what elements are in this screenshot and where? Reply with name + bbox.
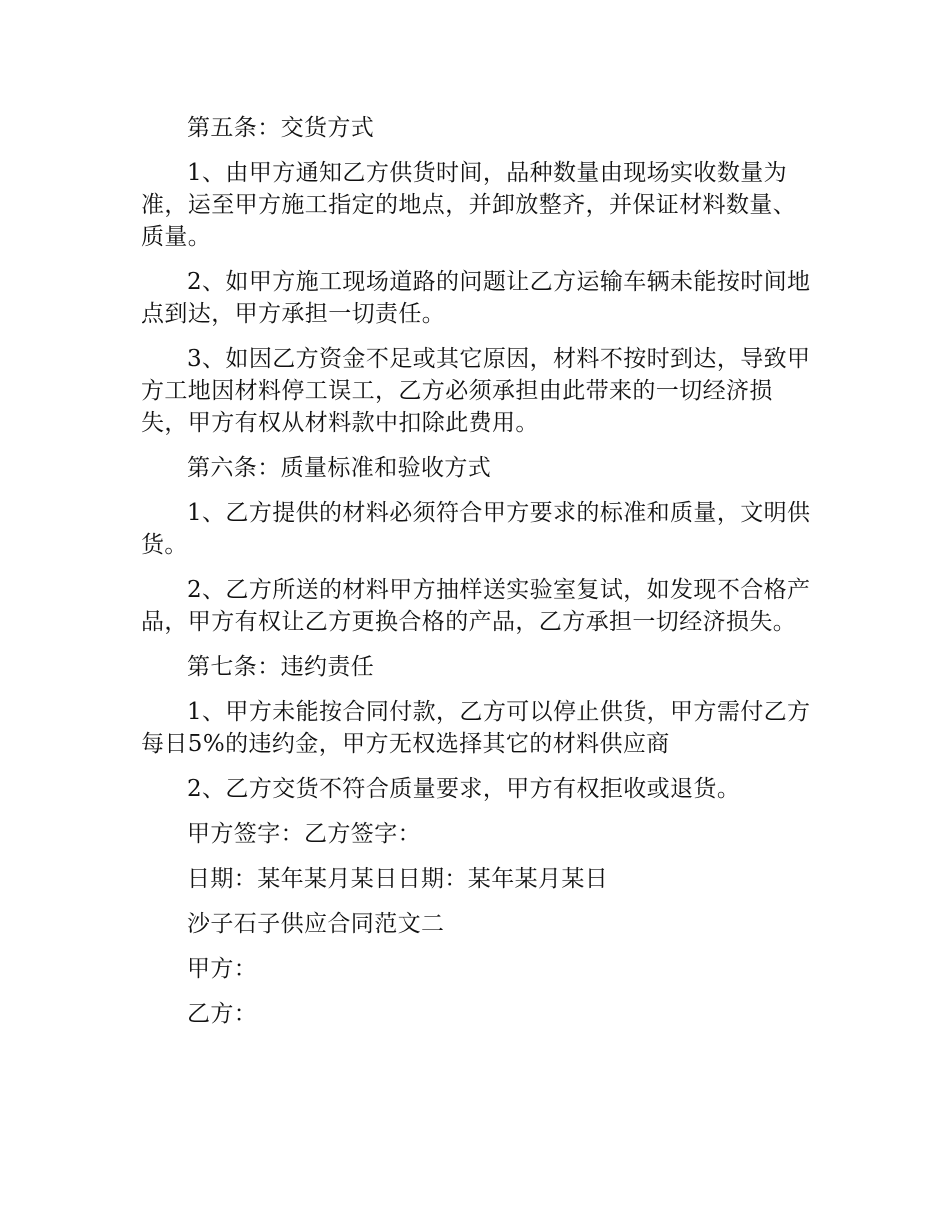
paragraph: 1、由甲方通知乙方供货时间，品种数量由现场实收数量为准，运至甲方施工指定的地点，并卸放整齐，并保证材料数量、质量。 [141, 160, 797, 250]
paragraph: 1、甲方未能按合同付款，乙方可以停止供货，甲方需付乙方每日5%的违约金，甲方无权选择其它的材料供应商 [141, 699, 811, 757]
section-heading-7: 第七条：违约责任 [187, 654, 375, 680]
party-b-line: 乙方： [187, 1001, 258, 1027]
signature-line: 甲方签字：乙方签字： [187, 821, 421, 847]
paragraph: 2、如甲方施工现场道路的问题让乙方运输车辆未能按时间地点到达，甲方承担一切责任。 [141, 269, 811, 327]
section-heading-6: 第六条：质量标准和验收方式 [187, 455, 492, 481]
paragraph: 2、乙方所送的材料甲方抽样送实验室复试，如发现不合格产品，甲方有权让乙方更换合格的产品，乙方承担一切经济损失。 [141, 577, 811, 635]
document-body [141, 112, 811, 1043]
paragraph: 1、乙方提供的材料必须符合甲方要求的标准和质量，文明供货。 [141, 500, 811, 558]
document-subtitle: 沙子石子供应合同范文二 [187, 911, 445, 937]
section-heading-5: 第五条：交货方式 [187, 115, 375, 141]
paragraph: 3、如因乙方资金不足或其它原因，材料不按时到达，导致甲方工地因材料停工误工，乙方必须承担由此带来的一切经济损失，甲方有权从材料款中扣除此费用。 [141, 346, 811, 436]
paragraph: 2、乙方交货不符合质量要求，甲方有权拒收或退货。 [187, 776, 741, 802]
party-a-line: 甲方： [187, 956, 258, 982]
date-line: 日期：某年某月某日日期：某年某月某日 [187, 866, 609, 892]
